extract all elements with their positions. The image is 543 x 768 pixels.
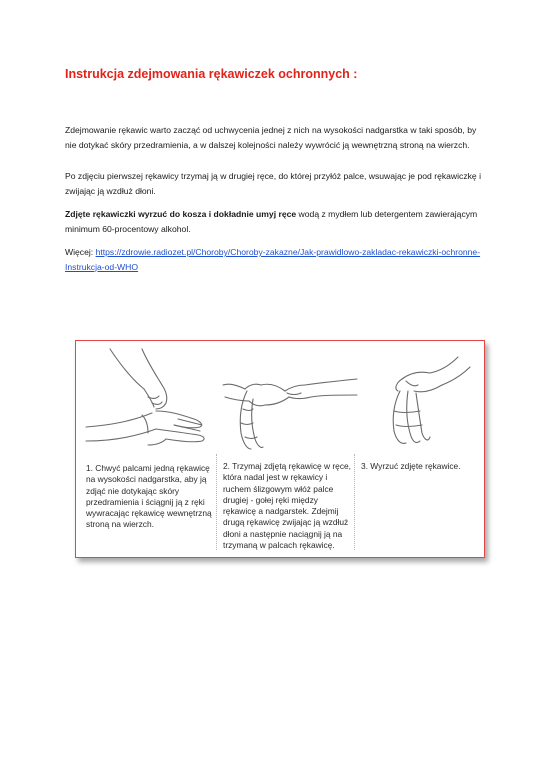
dispose-bold-text: Zdjęte rękawiczki wyrzuć do kosza i dokładnie umyj ręce <box>65 209 297 219</box>
glove-removal-figure <box>75 340 485 558</box>
caption-divider <box>216 454 218 550</box>
step1-caption: 1. Chwyć palcami jedną rękawicę na wysokości nadgarstka, aby ją zdjąć nie dotykając skóry przedramienia i ściągnij ją z ręki wywracając rękawicę wewnętrzną stroną na wierzch. <box>86 463 212 530</box>
paragraph-more <box>65 245 485 274</box>
more-link[interactable]: https://zdrowie.radiozet.pl/Choroby/Choroby-zakazne/Jak-prawidlowo-zakladac-rekawiczki-ochronne-Instrukcja-od-WHO <box>65 247 481 272</box>
dispose-rest-text: wodą z mydłem lub detergentem zawierającym minimum 60-procentowy alkohol. <box>65 209 478 234</box>
step2-illustration <box>219 355 359 453</box>
paragraph-intro: Zdejmowanie rękawic warto zacząć od uchwycenia jednej z nich na wysokości nadgarstka w taki sposób, by nie dotykać skóry przedramienia, a w dalszej kolejności należy wywrócić ją wewnętrzną stroną na wierzch. <box>65 125 477 150</box>
caption-divider <box>354 454 356 550</box>
step3-caption: 3. Wyrzuć zdjęte rękawice. <box>361 461 461 471</box>
step1-illustration <box>82 345 212 453</box>
paragraph-second-glove: Po zdjęciu pierwszej rękawicy trzymaj ją w drugiej ręce, do której przyłóż palce, wsuwając je pod rękawiczkę i zwijając ją wzdłuż dłoni. <box>65 171 482 196</box>
more-label: Więcej: <box>65 247 96 257</box>
page-title: Instrukcja zdejmowania rękawiczek ochronnych : <box>65 67 358 81</box>
paragraph-dispose <box>65 207 485 236</box>
step3-illustration <box>366 351 476 449</box>
step2-caption: 2. Trzymaj zdjętą rękawicę w ręce, która nadal jest w rękawicy i ruchem ślizgowym włóż palce drugiej - gołej ręki między rękawicę a nadgarstek. Zdejmij drugą rękawicę zwijając ją wzdłuż dłoni a następnie naciągnij ją na trzymaną w palcach rękawicę. <box>223 461 351 551</box>
